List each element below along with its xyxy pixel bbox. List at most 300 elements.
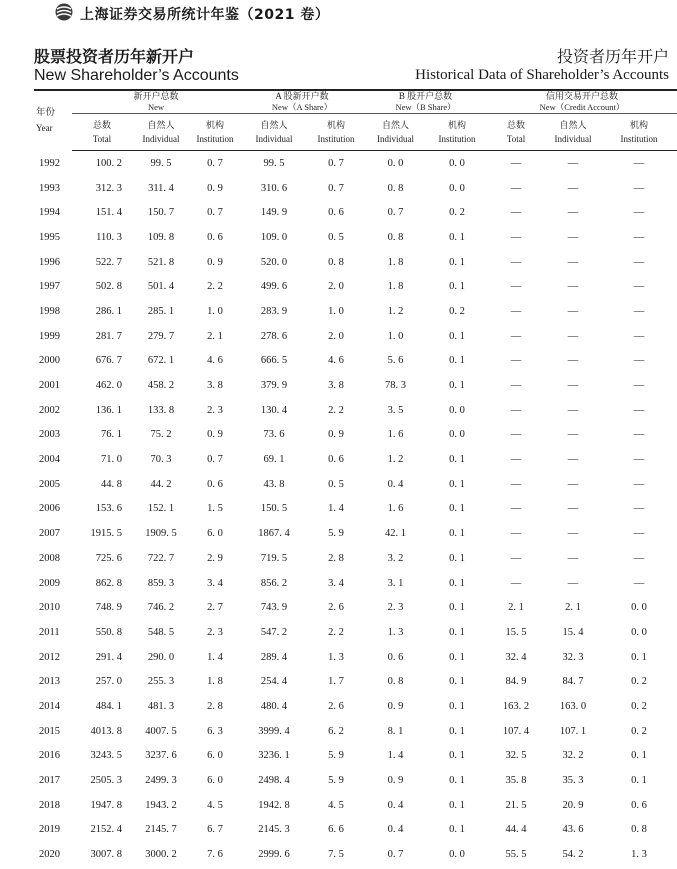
table-row [34, 423, 677, 448]
cell-a-individual: 547. 2 [260, 626, 288, 638]
section-title-en: Historical Data of Shareholder’s Accounts [415, 67, 669, 83]
cell-b-individual: 0. 8 [387, 231, 404, 243]
cell-credit-individual: — [567, 478, 579, 490]
cell-institution: 6. 7 [207, 824, 223, 836]
cell-a-institution: 6. 6 [328, 824, 344, 836]
cell-b-institution: 0. 1 [449, 478, 465, 490]
cell-credit-total: 32. 5 [505, 750, 527, 762]
cell-individual: 279. 7 [147, 330, 175, 342]
cell-total: 151. 4 [95, 207, 122, 219]
cell-institution: 2. 7 [207, 602, 223, 614]
cell-credit-institution: 0. 2 [631, 725, 647, 737]
cell-a-institution: 0. 5 [328, 478, 344, 490]
cell-b-individual: 1. 4 [387, 750, 404, 762]
cell-b-institution: 0. 1 [449, 651, 465, 663]
cell-credit-individual: — [567, 528, 579, 540]
cell-total: 462. 0 [95, 380, 122, 392]
cell-total: 862. 8 [95, 577, 122, 589]
cell-credit-individual: — [567, 256, 579, 268]
cell-total: 136. 1 [95, 404, 122, 416]
cell-a-institution: 2. 0 [328, 330, 344, 342]
cell-year: 2015 [39, 725, 60, 737]
cell-credit-institution: — [633, 231, 645, 243]
cell-b-institution: 0. 1 [449, 231, 465, 243]
cell-b-individual: 1. 0 [387, 330, 404, 342]
cell-a-institution: 0. 6 [328, 207, 344, 219]
cell-b-institution: 0. 1 [449, 355, 465, 367]
cell-b-individual: 78. 3 [385, 380, 407, 392]
cell-credit-individual: — [567, 503, 579, 515]
cell-b-institution: 0. 1 [449, 256, 465, 268]
cell-individual: 3237. 6 [145, 750, 177, 762]
cell-credit-individual: 107. 1 [559, 725, 587, 737]
group-header-cn: 新开户总数 [133, 91, 179, 101]
cell-credit-individual: 54. 2 [562, 849, 584, 861]
cell-credit-institution: 0. 0 [631, 602, 647, 614]
sub-header-institution: 机构 Institution [601, 114, 677, 151]
cell-b-individual: 3. 1 [387, 577, 404, 589]
cell-b-individual: 42. 1 [385, 528, 407, 540]
cell-a-individual: 379. 9 [260, 380, 288, 392]
table-row [34, 349, 677, 374]
sub-header-individual: 自然人 Individual [240, 114, 308, 151]
sub-header-total: 总数 Total [72, 114, 132, 151]
cell-b-individual: 0. 9 [387, 775, 404, 787]
cell-b-institution: 0. 1 [449, 700, 465, 712]
cell-credit-total: 35. 8 [505, 775, 527, 787]
cell-individual: 311. 4 [148, 182, 174, 194]
cell-institution: 0. 6 [207, 478, 223, 490]
cell-credit-total: 84. 9 [505, 676, 527, 688]
cell-year: 2014 [39, 700, 60, 712]
cell-institution: 0. 7 [207, 157, 223, 169]
cell-institution: 1. 0 [207, 305, 223, 317]
cell-institution: 1. 5 [207, 503, 223, 515]
cell-credit-institution: — [633, 454, 645, 466]
cell-a-institution: 2. 8 [328, 552, 344, 564]
cell-credit-individual: — [567, 552, 579, 564]
cell-credit-individual: — [567, 577, 579, 589]
cell-individual: 4007. 5 [145, 725, 177, 737]
sub-header-individual: 自然人 Individual [364, 114, 427, 151]
table-row [34, 744, 677, 769]
cell-a-individual: 99. 5 [263, 157, 285, 169]
cell-total: 725. 6 [95, 552, 122, 564]
cell-institution: 0. 6 [207, 231, 223, 243]
cell-credit-total: — [510, 454, 522, 466]
cell-a-individual: 3999. 4 [258, 725, 290, 737]
cell-a-institution: 3. 8 [328, 380, 344, 392]
cell-a-individual: 69. 1 [263, 454, 285, 466]
cell-b-institution: 0. 0 [449, 429, 465, 441]
cell-a-individual: 719. 5 [260, 552, 288, 564]
cell-total: 522. 7 [95, 256, 122, 268]
cell-credit-individual: 15. 4 [562, 626, 584, 638]
cell-a-individual: 666. 5 [260, 355, 288, 367]
cell-b-institution: 0. 0 [449, 182, 465, 194]
cell-total: 291. 4 [95, 651, 122, 663]
cell-year: 2010 [39, 602, 60, 614]
table-row [34, 176, 677, 201]
table-row [34, 645, 677, 670]
cell-institution: 4. 6 [207, 355, 223, 367]
cell-individual: 521. 8 [147, 256, 175, 268]
year-header [34, 91, 72, 151]
cell-b-individual: 0. 8 [387, 676, 404, 688]
cell-year: 2001 [39, 380, 60, 392]
cell-credit-institution: — [633, 577, 645, 589]
cell-credit-total: — [510, 478, 522, 490]
cell-year: 2003 [39, 429, 60, 441]
cell-b-individual: 0. 4 [387, 824, 404, 836]
cell-b-institution: 0. 1 [449, 528, 465, 540]
table-row [34, 225, 677, 250]
cell-year: 1995 [39, 231, 60, 243]
cell-individual: 746. 2 [147, 602, 175, 614]
cell-credit-institution: — [633, 182, 645, 194]
cell-a-institution: 0. 9 [328, 429, 344, 441]
accounts-table [34, 91, 677, 867]
cell-credit-total: — [510, 182, 522, 194]
cell-a-individual: 289. 4 [260, 651, 288, 663]
cell-credit-total: — [510, 256, 522, 268]
cell-a-individual: 1942. 8 [258, 799, 290, 811]
cell-b-individual: 0. 4 [387, 799, 404, 811]
group-header-cn: B 股开户总数 [398, 91, 453, 101]
cell-credit-total: — [510, 305, 522, 317]
table-row [34, 151, 677, 176]
cell-b-institution: 0. 1 [449, 775, 465, 787]
cell-total: 484. 1 [95, 700, 122, 712]
table-row [34, 546, 677, 571]
group-header-credit [487, 91, 677, 114]
cell-credit-institution: — [633, 503, 645, 515]
cell-b-institution: 0. 1 [449, 503, 465, 515]
cell-credit-institution: — [633, 478, 645, 490]
cell-institution: 0. 7 [207, 207, 223, 219]
table-body [34, 151, 677, 867]
cell-institution: 2. 8 [207, 700, 223, 712]
cell-individual: 722. 7 [147, 552, 175, 564]
cell-institution: 0. 9 [207, 429, 223, 441]
table-row [34, 818, 677, 843]
cell-individual: 75. 2 [150, 429, 172, 441]
cell-year: 1998 [39, 305, 60, 317]
cell-individual: 70. 3 [150, 454, 172, 466]
cell-a-individual: 149. 9 [260, 207, 288, 219]
cell-credit-institution: — [633, 207, 645, 219]
cell-a-individual: 2999. 6 [258, 849, 290, 861]
cell-credit-total: 32. 4 [505, 651, 527, 663]
cell-credit-institution: 0. 6 [631, 799, 647, 811]
cell-credit-institution: 0. 8 [631, 824, 647, 836]
cell-institution: 3. 4 [207, 577, 223, 589]
cell-credit-individual: 32. 3 [562, 651, 584, 663]
cell-credit-individual: — [567, 454, 579, 466]
cell-year: 1994 [39, 207, 60, 219]
table-row [34, 472, 677, 497]
cell-institution: 6. 0 [207, 750, 223, 762]
group-header-cn: A 股新开户数 [275, 91, 329, 101]
cell-credit-institution: — [633, 380, 645, 392]
group-header-en: New（B Share） [395, 102, 456, 112]
cell-a-individual: 499. 6 [260, 281, 288, 293]
cell-a-institution: 1. 4 [328, 503, 344, 515]
cell-a-institution: 2. 2 [328, 626, 344, 638]
cell-a-institution: 5. 9 [328, 775, 344, 787]
cell-year: 2020 [39, 849, 60, 861]
cell-a-individual: 2145. 3 [258, 824, 290, 836]
page-title-cn: 股票投资者历年新开户 [34, 47, 195, 66]
cell-credit-institution: — [633, 281, 645, 293]
cell-a-individual: 278. 6 [260, 330, 288, 342]
cell-individual: 481. 3 [147, 700, 175, 712]
cell-credit-individual: 84. 7 [562, 676, 584, 688]
cell-a-institution: 2. 6 [328, 700, 344, 712]
cell-credit-individual: — [567, 157, 579, 169]
cell-year: 2000 [39, 355, 60, 367]
cell-institution: 2. 1 [207, 330, 223, 342]
cell-total: 312. 3 [95, 182, 122, 194]
cell-institution: 0. 9 [207, 182, 223, 194]
cell-credit-institution: 0. 1 [631, 775, 647, 787]
cell-b-institution: 0. 1 [449, 750, 465, 762]
cell-a-institution: 1. 7 [328, 676, 344, 688]
cell-b-individual: 0. 7 [387, 849, 404, 861]
cell-a-institution: 0. 8 [328, 256, 344, 268]
running-header [0, 0, 677, 24]
cell-credit-total: — [510, 157, 522, 169]
cell-total: 1915. 5 [90, 528, 122, 540]
cell-a-institution: 2. 6 [328, 602, 344, 614]
cell-credit-institution: — [633, 305, 645, 317]
cell-total: 44. 8 [101, 478, 122, 490]
cell-a-individual: 1867. 4 [258, 528, 290, 540]
cell-credit-institution: 0. 1 [631, 651, 647, 663]
sub-header-institution: 机构 Institution [308, 114, 364, 151]
cell-credit-total: — [510, 355, 522, 367]
cell-b-individual: 5. 6 [387, 355, 404, 367]
cell-institution: 6. 3 [207, 725, 223, 737]
cell-individual: 1943. 2 [145, 799, 177, 811]
cell-individual: 133. 8 [147, 404, 175, 416]
cell-total: 1947. 8 [90, 799, 122, 811]
table-row [34, 571, 677, 596]
cell-institution: 4. 5 [207, 799, 223, 811]
cell-credit-individual: 32. 2 [562, 750, 584, 762]
cell-credit-total: — [510, 503, 522, 515]
cell-institution: 6. 0 [207, 775, 223, 787]
cell-b-individual: 0. 8 [387, 182, 404, 194]
cell-a-individual: 856. 2 [260, 577, 288, 589]
cell-a-institution: 6. 2 [328, 725, 344, 737]
cell-credit-individual: 43. 6 [562, 824, 584, 836]
cell-credit-institution: — [633, 355, 645, 367]
cell-b-individual: 1. 8 [387, 281, 404, 293]
cell-year: 2002 [39, 404, 60, 416]
cell-year: 1992 [39, 157, 60, 169]
cell-total: 4013. 8 [90, 725, 122, 737]
table-row [34, 373, 677, 398]
cell-credit-individual: — [567, 305, 579, 317]
cell-total: 2152. 4 [90, 824, 122, 836]
cell-b-institution: 0. 1 [449, 330, 465, 342]
year-header-cn: 年份 [36, 107, 56, 118]
cell-individual: 2145. 7 [145, 824, 177, 836]
cell-b-institution: 0. 1 [449, 602, 465, 614]
cell-b-institution: 0. 1 [449, 380, 465, 392]
cell-a-institution: 7. 5 [328, 849, 344, 861]
cell-total: 100. 2 [95, 157, 122, 169]
cell-year: 2013 [39, 676, 60, 688]
cell-a-institution: 0. 7 [328, 157, 344, 169]
cell-institution: 2. 9 [207, 552, 223, 564]
cell-b-institution: 0. 1 [449, 799, 465, 811]
cell-a-individual: 283. 9 [260, 305, 288, 317]
cell-total: 502. 8 [95, 281, 122, 293]
sub-header-total: 总数 Total [487, 114, 545, 151]
cell-year: 1993 [39, 182, 60, 194]
table-row [34, 669, 677, 694]
cell-a-individual: 43. 8 [263, 478, 285, 490]
cell-credit-individual: — [567, 207, 579, 219]
table-row [34, 299, 677, 324]
cell-credit-individual: — [567, 404, 579, 416]
cell-b-institution: 0. 0 [449, 849, 465, 861]
cell-credit-total: — [510, 380, 522, 392]
table-row [34, 200, 677, 225]
cell-individual: 150. 7 [147, 207, 175, 219]
cell-total: 2505. 3 [90, 775, 122, 787]
cell-b-individual: 0. 7 [387, 207, 404, 219]
cell-individual: 859. 3 [147, 577, 175, 589]
cell-a-institution: 1. 3 [328, 651, 344, 663]
cell-credit-institution: — [633, 330, 645, 342]
cell-institution: 1. 4 [207, 651, 223, 663]
cell-year: 2008 [39, 552, 60, 564]
cell-credit-individual: — [567, 182, 579, 194]
cell-total: 286. 1 [95, 305, 122, 317]
cell-credit-total: 2. 1 [508, 602, 524, 614]
group-header-new [72, 91, 240, 114]
cell-b-individual: 3. 5 [387, 404, 404, 416]
cell-credit-institution: 0. 1 [631, 750, 647, 762]
cell-a-institution: 4. 5 [328, 799, 344, 811]
group-header-b-share [364, 91, 487, 114]
sub-header-individual: 自然人 Individual [545, 114, 601, 151]
cell-a-institution: 3. 4 [328, 577, 344, 589]
cell-credit-individual: — [567, 330, 579, 342]
cell-b-institution: 0. 1 [449, 552, 465, 564]
cell-total: 71. 0 [101, 454, 122, 466]
table-row [34, 447, 677, 472]
page-title-en: New Shareholder’s Accounts [34, 67, 239, 84]
cell-year: 2005 [39, 478, 60, 490]
cell-year: 2007 [39, 528, 60, 540]
group-header-en: New [147, 102, 165, 112]
table-row [34, 398, 677, 423]
cell-institution: 2. 3 [207, 626, 223, 638]
cell-b-individual: 2. 3 [387, 602, 404, 614]
cell-credit-individual: — [567, 355, 579, 367]
group-header-cn: 信用交易开户总数 [546, 91, 619, 101]
cell-total: 3007. 8 [90, 849, 122, 861]
cell-b-institution: 0. 0 [449, 157, 465, 169]
cell-a-individual: 130. 4 [260, 404, 288, 416]
table-row [34, 595, 677, 620]
cell-credit-individual: 163. 0 [559, 700, 587, 712]
cell-b-individual: 0. 4 [387, 478, 404, 490]
cell-institution: 3. 8 [207, 380, 223, 392]
cell-total: 257. 0 [95, 676, 122, 688]
cell-credit-individual: — [567, 231, 579, 243]
cell-b-individual: 1. 6 [387, 429, 404, 441]
cell-a-institution: 5. 9 [328, 750, 344, 762]
cell-individual: 290. 0 [147, 651, 175, 663]
cell-individual: 2499. 3 [145, 775, 177, 787]
cell-individual: 672. 1 [147, 355, 175, 367]
cell-year: 2004 [39, 454, 60, 466]
cell-credit-institution: 0. 2 [631, 700, 647, 712]
cell-b-individual: 8. 1 [387, 725, 404, 737]
cell-b-individual: 0. 9 [387, 700, 404, 712]
sub-header-individual: 自然人 Individual [132, 114, 190, 151]
cell-total: 676. 7 [95, 355, 122, 367]
cell-credit-individual: 35. 3 [562, 775, 584, 787]
cell-total: 3243. 5 [90, 750, 122, 762]
cell-credit-total: — [510, 281, 522, 293]
cell-a-individual: 254. 4 [260, 676, 288, 688]
cell-b-individual: 0. 6 [387, 651, 404, 663]
cell-credit-individual: — [567, 281, 579, 293]
cell-credit-individual: 20. 9 [562, 799, 584, 811]
table-row [34, 250, 677, 275]
table-row [34, 521, 677, 546]
cell-b-institution: 0. 1 [449, 454, 465, 466]
cell-institution: 6. 0 [207, 528, 223, 540]
cell-credit-institution: — [633, 256, 645, 268]
cell-year: 2017 [39, 775, 60, 787]
table-row [34, 274, 677, 299]
cell-credit-total: — [510, 404, 522, 416]
cell-credit-institution: 0. 0 [631, 626, 647, 638]
cell-a-institution: 4. 6 [328, 355, 344, 367]
cell-a-individual: 743. 9 [260, 602, 288, 614]
cell-credit-individual: — [567, 429, 579, 441]
cell-total: 281. 7 [95, 330, 122, 342]
cell-year: 1996 [39, 256, 60, 268]
cell-b-individual: 1. 6 [387, 503, 404, 515]
cell-institution: 0. 7 [207, 454, 223, 466]
cell-credit-total: 44. 4 [505, 824, 527, 836]
cell-year: 2018 [39, 799, 60, 811]
cell-a-institution: 0. 6 [328, 454, 344, 466]
cell-year: 2016 [39, 750, 60, 762]
cell-total: 748. 9 [95, 602, 122, 614]
cell-b-institution: 0. 1 [449, 725, 465, 737]
group-header-en: New（Credit Account） [539, 102, 625, 112]
cell-institution: 7. 6 [207, 849, 223, 861]
cell-credit-total: 21. 5 [505, 799, 527, 811]
cell-credit-total: 55. 5 [505, 849, 527, 861]
cell-b-individual: 1. 3 [387, 626, 404, 638]
table-group-header-row [34, 91, 677, 114]
table-row [34, 694, 677, 719]
cell-b-individual: 1. 8 [387, 256, 404, 268]
cell-b-institution: 0. 1 [449, 577, 465, 589]
cell-credit-institution: — [633, 404, 645, 416]
cell-individual: 255. 3 [147, 676, 175, 688]
